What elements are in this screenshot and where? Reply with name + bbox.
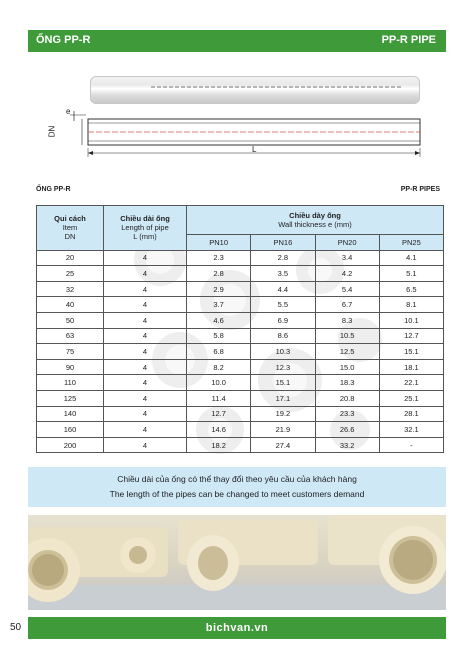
cell-pn16: 6.9	[251, 312, 315, 328]
cell-pn20: 6.7	[315, 297, 379, 313]
col-header-length-en: Length of pipe	[121, 223, 169, 233]
cell-pn25: 22.1	[379, 375, 443, 391]
cell-dn: 25	[37, 266, 104, 282]
cell-pn25: 4.1	[379, 250, 443, 266]
cell-pn20: 15.0	[315, 359, 379, 375]
section-title-en: PP-R PIPES	[400, 186, 440, 193]
table-body	[37, 250, 444, 453]
col-header-length	[104, 206, 187, 251]
cell-pn10: 2.8	[187, 266, 251, 282]
cell-dn: 200	[37, 437, 104, 453]
cell-pn10: 12.7	[187, 406, 251, 422]
cell-pn25: 12.7	[379, 328, 443, 344]
cell-pn25: 6.5	[379, 281, 443, 297]
table-row	[37, 266, 444, 282]
col-header-item-unit: DN	[64, 232, 76, 242]
cell-length: 4	[104, 390, 187, 406]
header-title-en: PP-R PIPE	[381, 34, 436, 46]
cell-length: 4	[104, 266, 187, 282]
cell-pn20: 10.5	[315, 328, 379, 344]
cell-pn16: 27.4	[251, 437, 315, 453]
cell-pn16: 8.6	[251, 328, 315, 344]
footer-bar	[28, 617, 446, 639]
cell-pn10: 5.8	[187, 328, 251, 344]
col-header-pn16: PN16	[251, 235, 315, 251]
col-header-item-vi: Qui cách	[54, 214, 86, 224]
col-header-pn25: PN25	[379, 235, 443, 251]
drawing-label-e: e	[66, 107, 71, 116]
table-row	[37, 406, 444, 422]
cell-pn16: 12.3	[251, 359, 315, 375]
cell-dn: 75	[37, 344, 104, 360]
col-header-wall-thickness	[187, 206, 444, 235]
cell-pn10: 11.4	[187, 390, 251, 406]
pipe-spec-table	[36, 205, 444, 453]
cell-pn10: 2.3	[187, 250, 251, 266]
section-title-vi: ỐNG PP-R	[36, 186, 71, 193]
length-note	[28, 467, 446, 507]
drawing-label-dn: DN	[47, 125, 57, 138]
pipe-print-marking	[151, 86, 401, 88]
cell-pn10: 18.2	[187, 437, 251, 453]
cell-pn16: 17.1	[251, 390, 315, 406]
pipe-photo	[90, 76, 420, 104]
cell-pn25: 8.1	[379, 297, 443, 313]
cell-pn10: 6.8	[187, 344, 251, 360]
table-row	[37, 328, 444, 344]
col-header-item-en: Item	[62, 223, 78, 233]
cell-pn10: 14.6	[187, 422, 251, 438]
cell-length: 4	[104, 375, 187, 391]
cell-pn20: 8.3	[315, 312, 379, 328]
cell-pn25: 32.1	[379, 422, 443, 438]
cell-pn20: 23.3	[315, 406, 379, 422]
cell-pn16: 21.9	[251, 422, 315, 438]
cell-pn10: 10.0	[187, 375, 251, 391]
cell-length: 4	[104, 297, 187, 313]
cell-pn25: -	[379, 437, 443, 453]
table-row	[37, 312, 444, 328]
cell-dn: 20	[37, 250, 104, 266]
pipe-technical-drawing	[47, 105, 430, 165]
cell-pn20: 3.4	[315, 250, 379, 266]
cell-pn16: 2.8	[251, 250, 315, 266]
table-header-row	[37, 206, 444, 235]
cell-length: 4	[104, 437, 187, 453]
cell-pn16: 10.3	[251, 344, 315, 360]
cell-length: 4	[104, 312, 187, 328]
cell-dn: 110	[37, 375, 104, 391]
cell-length: 4	[104, 328, 187, 344]
table-row	[37, 422, 444, 438]
cell-pn10: 4.6	[187, 312, 251, 328]
cell-pn20: 20.8	[315, 390, 379, 406]
table-row	[37, 437, 444, 453]
cell-pn20: 5.4	[315, 281, 379, 297]
col-header-pn20: PN20	[315, 235, 379, 251]
cell-dn: 63	[37, 328, 104, 344]
cell-dn: 32	[37, 281, 104, 297]
cell-pn10: 2.9	[187, 281, 251, 297]
footer-website: bichvan.vn	[205, 622, 269, 634]
cell-pn25: 5.1	[379, 266, 443, 282]
cell-pn20: 4.2	[315, 266, 379, 282]
col-header-wall-vi: Chiều dày ống	[289, 211, 341, 220]
cell-pn20: 33.2	[315, 437, 379, 453]
length-note-en: The length of the pipes can be changed to meet customers demand	[109, 489, 365, 499]
cell-length: 4	[104, 422, 187, 438]
cell-pn25: 28.1	[379, 406, 443, 422]
col-header-wall-en: Wall thickness e (mm)	[278, 220, 352, 229]
pipes-photo	[28, 515, 446, 610]
cell-dn: 125	[37, 390, 104, 406]
col-header-item	[37, 206, 104, 251]
pipes-photo-illustration	[28, 515, 446, 610]
cell-pn20: 26.6	[315, 422, 379, 438]
cell-length: 4	[104, 250, 187, 266]
cell-length: 4	[104, 406, 187, 422]
cell-pn20: 12.5	[315, 344, 379, 360]
pipe-drawing-svg	[50, 105, 430, 165]
cell-length: 4	[104, 359, 187, 375]
drawing-label-l: L	[252, 145, 257, 154]
cell-pn16: 4.4	[251, 281, 315, 297]
table-row	[37, 250, 444, 266]
cell-pn20: 18.3	[315, 375, 379, 391]
length-note-vi: Chiều dài của ống có thể thay đổi theo yêu cầu của khách hàng	[117, 474, 357, 484]
header-title-vi: ỐNG PP-R	[36, 34, 91, 46]
cell-length: 4	[104, 344, 187, 360]
table-row	[37, 344, 444, 360]
cell-pn25: 15.1	[379, 344, 443, 360]
cell-length: 4	[104, 281, 187, 297]
cell-dn: 160	[37, 422, 104, 438]
cell-pn16: 3.5	[251, 266, 315, 282]
table-row	[37, 375, 444, 391]
cell-pn10: 8.2	[187, 359, 251, 375]
table-row	[37, 297, 444, 313]
table-row	[37, 359, 444, 375]
table-row	[37, 281, 444, 297]
cell-pn25: 10.1	[379, 312, 443, 328]
table-row	[37, 390, 444, 406]
cell-pn16: 19.2	[251, 406, 315, 422]
col-header-length-vi: Chiều dài ống	[120, 214, 170, 224]
cell-pn16: 5.5	[251, 297, 315, 313]
col-header-pn10: PN10	[187, 235, 251, 251]
header-bar	[28, 30, 446, 52]
cell-dn: 140	[37, 406, 104, 422]
cell-dn: 40	[37, 297, 104, 313]
page-number: 50	[10, 622, 22, 633]
cell-pn16: 15.1	[251, 375, 315, 391]
cell-pn25: 25.1	[379, 390, 443, 406]
cell-dn: 90	[37, 359, 104, 375]
col-header-length-unit: L (mm)	[133, 232, 157, 242]
cell-pn10: 3.7	[187, 297, 251, 313]
cell-dn: 50	[37, 312, 104, 328]
cell-pn25: 18.1	[379, 359, 443, 375]
